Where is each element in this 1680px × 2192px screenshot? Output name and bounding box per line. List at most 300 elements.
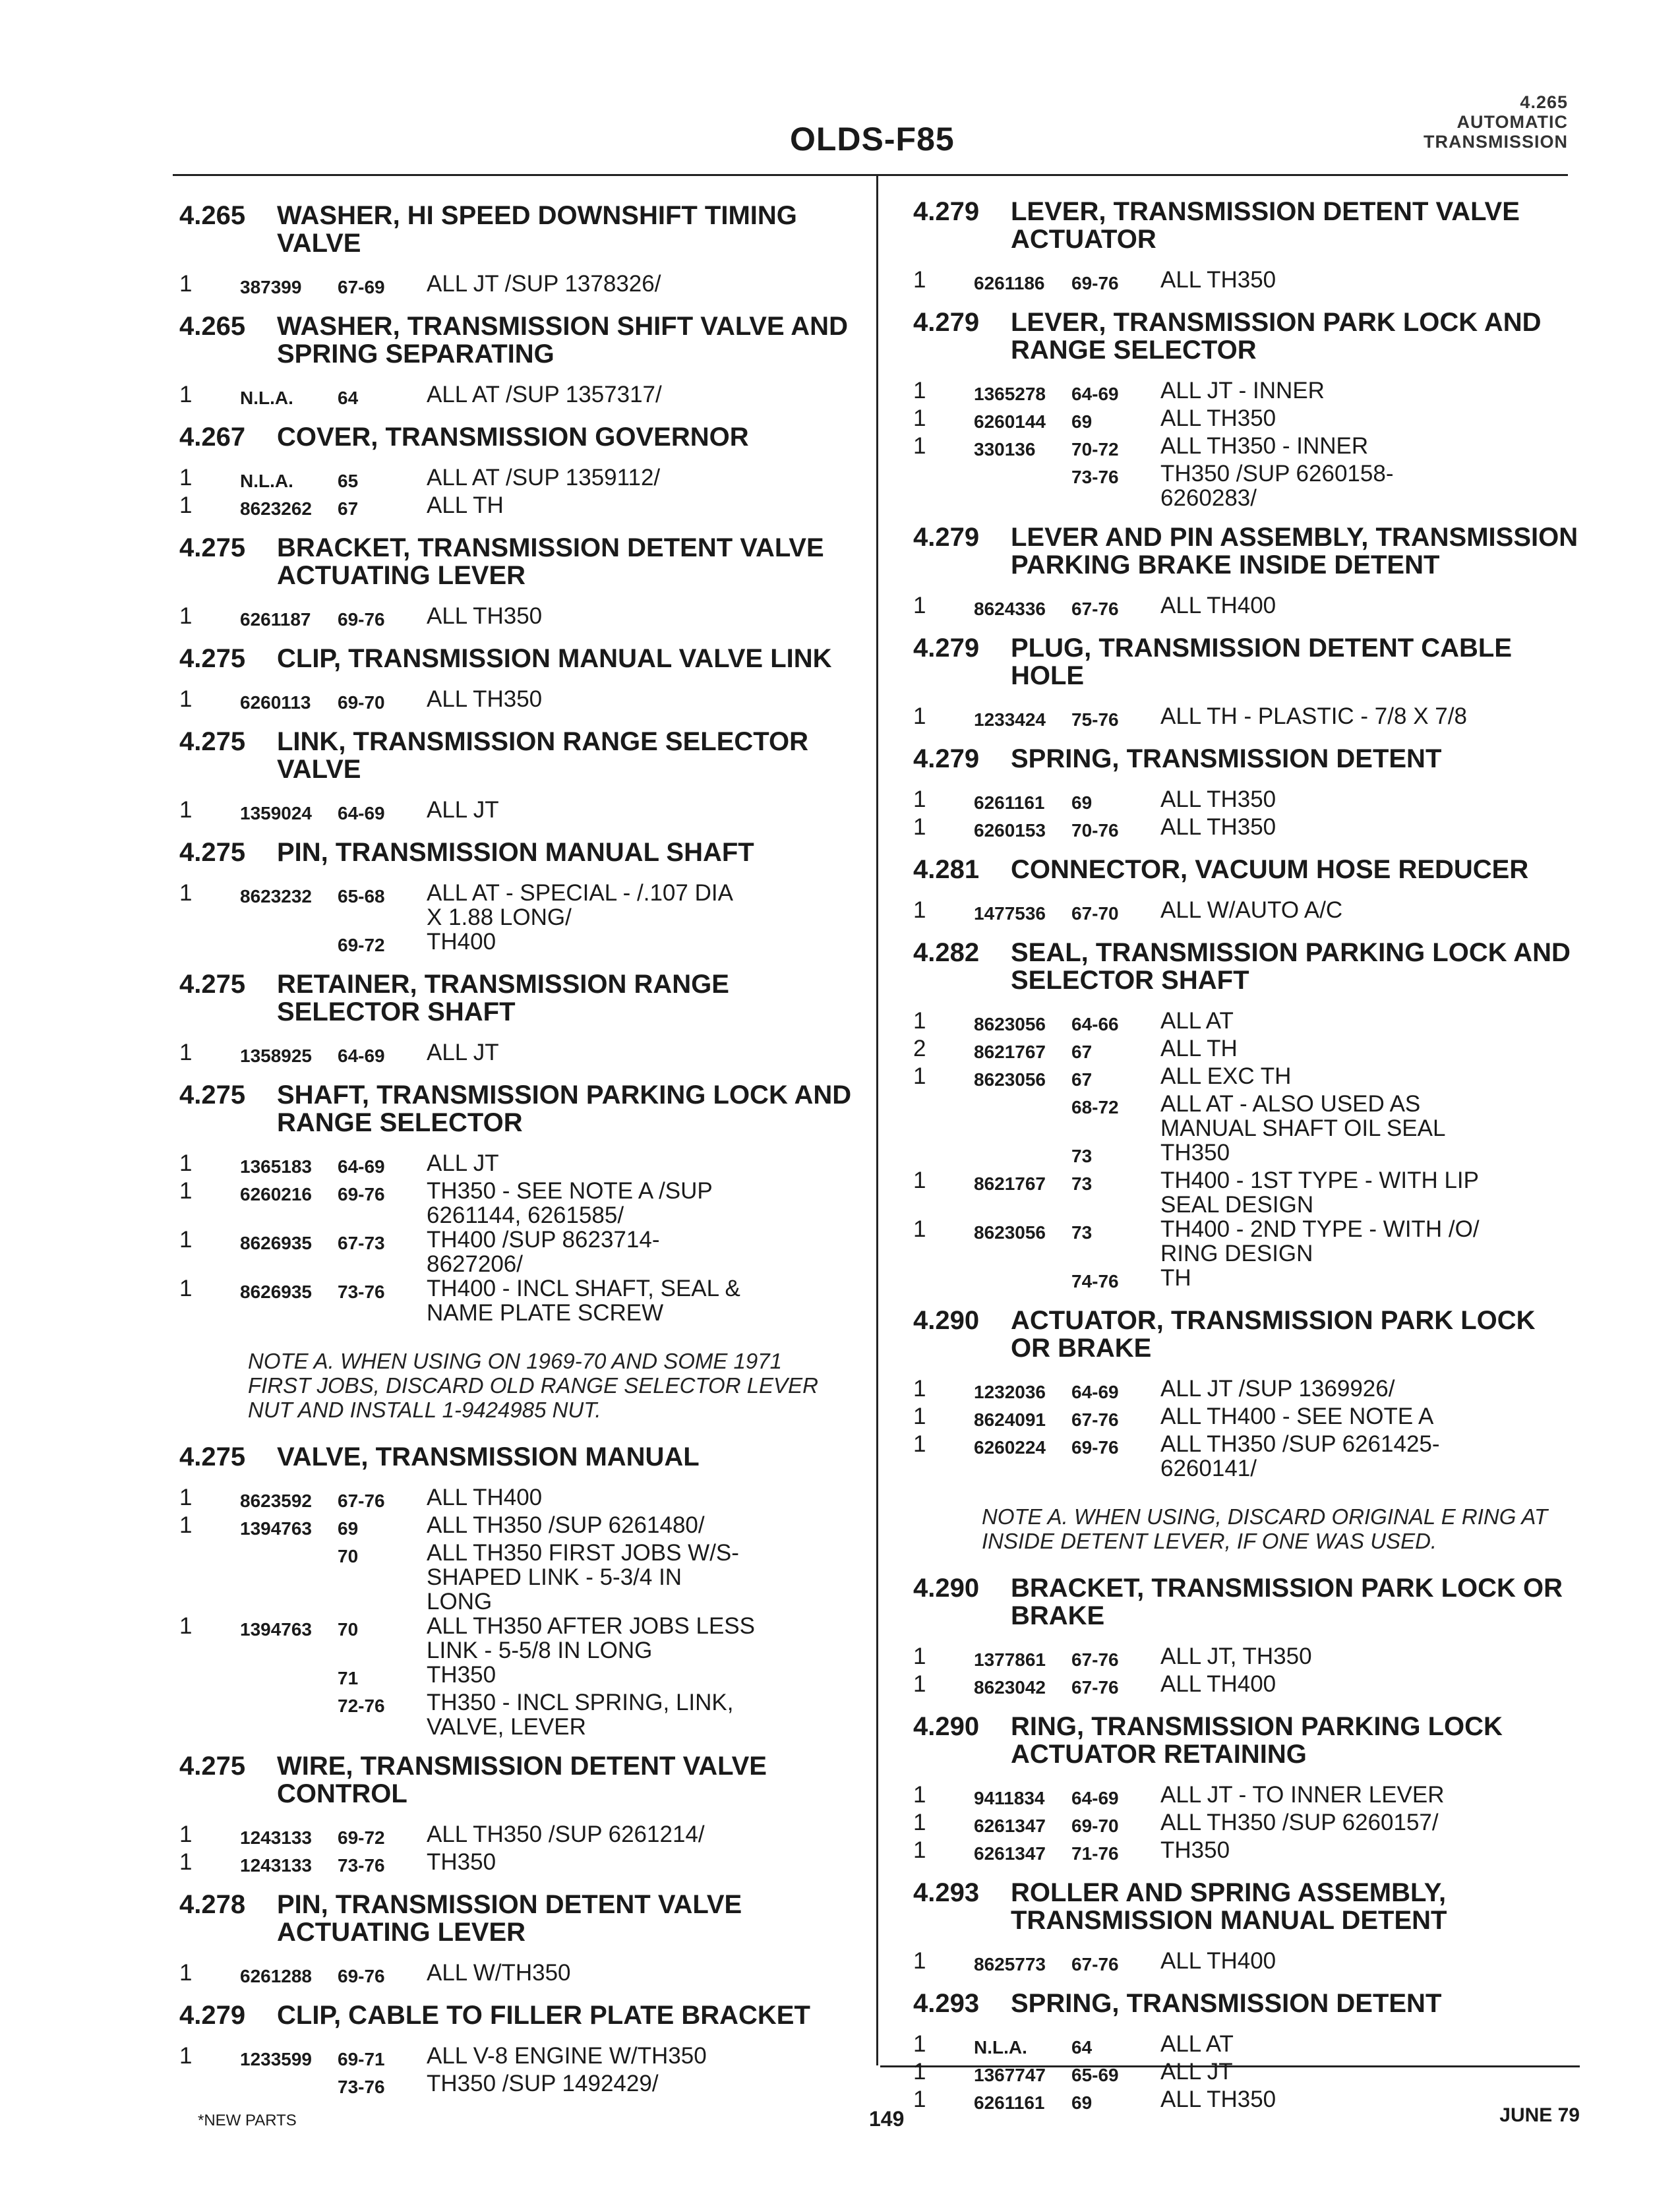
part-years: 69	[338, 1518, 359, 1539]
part-row	[913, 378, 1579, 406]
part-row	[913, 1810, 1579, 1838]
part-years: 73-76	[338, 1282, 385, 1302]
part-row	[913, 704, 1579, 732]
part-years: 65-69	[1071, 2065, 1119, 2085]
part-number: 1359024	[240, 803, 313, 823]
parts-list	[913, 1644, 1579, 1700]
part-years: 67-70	[1071, 903, 1119, 924]
section-number: 4.293	[913, 1989, 980, 2018]
part-description: ALL W/TH350	[427, 1960, 571, 1986]
part-description: TH400 /SUP 8623714- 8627206/	[427, 1227, 660, 1277]
part-description: TH350 /SUP 1492429/	[427, 2071, 659, 2096]
part-description: ALL TH400	[427, 1485, 543, 1510]
section-title: LEVER, TRANSMISSION PARK LOCK AND RANGE SELECTOR	[1011, 308, 1542, 365]
part-description: ALL TH350 /SUP 6261214/	[427, 1822, 705, 1847]
part-description: ALL JT	[427, 1150, 499, 1176]
part-quantity: 1	[179, 1150, 193, 1176]
part-description: ALL TH - PLASTIC - 7/8 X 7/8	[1160, 703, 1467, 729]
section-heading	[913, 856, 1579, 883]
part-description: ALL TH400 - SEE NOTE A	[1160, 1404, 1434, 1429]
part-description: TH400 - INCL SHAFT, SEAL & NAME PLATE SCREW	[427, 1276, 740, 1326]
part-description: TH400 - 1ST TYPE - WITH LIP SEAL DESIGN	[1160, 1168, 1479, 1218]
part-description: TH350	[427, 1849, 496, 1875]
part-description: ALL TH350 /SUP 6261425- 6260141/	[1160, 1431, 1440, 1481]
part-years: 64-69	[338, 1046, 385, 1066]
section-heading	[179, 2001, 868, 2029]
section-number: 4.279	[913, 197, 980, 226]
section-heading	[913, 523, 1579, 579]
part-description: TH350 - SEE NOTE A /SUP 6261144, 6261585/	[427, 1178, 713, 1228]
section-number: 4.275	[179, 727, 246, 756]
part-number	[240, 1663, 338, 1666]
part-quantity: 1	[913, 405, 926, 431]
part-row	[913, 461, 1579, 510]
parts-list	[179, 1485, 868, 1739]
section-title: RETAINER, TRANSMISSION RANGE SELECTOR SHAFT	[277, 970, 729, 1026]
section-note: NOTE A. WHEN USING ON 1969-70 AND SOME 1971 FIRST JOBS, DISCARD OLD RANGE SELECTOR LEVER NUT AND INSTALL 1-9424985 NUT.	[248, 1349, 818, 1422]
part-years: 69-70	[1071, 1816, 1119, 1836]
parts-section	[913, 1574, 1579, 1700]
section-number: 4.290	[913, 1306, 980, 1335]
section-number: 4.279	[913, 744, 980, 773]
section-title: WIRE, TRANSMISSION DETENT VALVE CONTROL	[277, 1752, 767, 1808]
part-years: 69	[1071, 2092, 1093, 2113]
right-column	[913, 198, 1579, 2128]
parts-section	[179, 2001, 868, 2099]
part-years: 69-76	[338, 609, 385, 630]
part-description: ALL AT - SPECIAL - /.107 DIA X 1.88 LONG/	[427, 880, 733, 930]
part-row	[179, 1541, 868, 1614]
section-title: WASHER, HI SPEED DOWNSHIFT TIMING VALVE	[277, 201, 797, 258]
footer-date: JUNE 79	[1499, 2104, 1580, 2126]
part-description: ALL AT - ALSO USED AS MANUAL SHAFT OIL SEAL	[1160, 1091, 1446, 1141]
parts-section	[913, 1307, 1579, 1553]
part-description: TH350	[427, 1662, 496, 1688]
part-years: 70	[338, 1619, 359, 1640]
section-heading	[913, 1713, 1579, 1768]
part-quantity: 1	[913, 1644, 926, 1669]
part-row	[913, 406, 1579, 434]
parts-list	[179, 1151, 868, 1325]
part-quantity: 1	[913, 1837, 926, 1863]
part-number: 6261347	[974, 1843, 1046, 1864]
part-number: 1377861	[974, 1649, 1046, 1670]
parts-list	[913, 1377, 1579, 1481]
part-number: 8623056	[974, 1222, 1046, 1243]
part-years: 69-72	[338, 1827, 385, 1848]
part-row	[913, 1092, 1579, 1140]
part-description: ALL AT /SUP 1357317/	[427, 382, 662, 407]
section-title: RING, TRANSMISSION PARKING LOCK ACTUATOR RETAINING	[1011, 1712, 1503, 1769]
part-number: 1233599	[240, 2049, 313, 2069]
part-years: 69-76	[1071, 273, 1119, 293]
section-title: SHAFT, TRANSMISSION PARKING LOCK AND RANGE SELECTOR	[277, 1081, 852, 1137]
corner-section-number: 4.265	[1520, 92, 1568, 112]
section-title: VALVE, TRANSMISSION MANUAL	[277, 1442, 700, 1471]
part-row	[913, 1168, 1579, 1217]
part-years: 69-70	[338, 692, 385, 713]
part-years: 74-76	[1071, 1271, 1119, 1291]
part-quantity: 1	[179, 2043, 193, 2069]
part-years: 64-69	[338, 1156, 385, 1177]
parts-list	[913, 378, 1579, 510]
part-years: 67	[1071, 1069, 1093, 1090]
part-description: ALL TH350	[1160, 267, 1276, 293]
part-number: 1232036	[974, 1382, 1046, 1402]
part-years: 67	[338, 498, 359, 519]
section-title: SEAL, TRANSMISSION PARKING LOCK AND SELECTOR SHAFT	[1011, 938, 1571, 995]
part-years: 68-72	[1071, 1097, 1119, 1117]
parts-list	[179, 687, 868, 715]
part-years: 65-68	[338, 886, 385, 906]
part-number: 8621767	[974, 1173, 1046, 1194]
section-note: NOTE A. WHEN USING, DISCARD ORIGINAL E RING AT INSIDE DETENT LEVER, IF ONE WAS USED.	[982, 1504, 1548, 1553]
parts-list	[913, 2032, 1579, 2115]
part-quantity: 1	[913, 2059, 926, 2085]
part-number: 6260216	[240, 1184, 313, 1204]
parts-section	[913, 198, 1579, 295]
parts-section	[913, 745, 1579, 843]
part-quantity: 1	[179, 1040, 193, 1065]
part-row	[913, 1217, 1579, 1266]
part-row	[913, 2032, 1579, 2059]
part-row	[179, 1179, 868, 1228]
part-years: 70-76	[1071, 820, 1119, 841]
part-row	[179, 493, 868, 521]
part-number: N.L.A.	[240, 388, 293, 408]
section-heading	[913, 198, 1579, 253]
section-title: CLIP, TRANSMISSION MANUAL VALVE LINK	[277, 644, 832, 673]
parts-section	[913, 309, 1579, 510]
section-number: 4.275	[179, 533, 246, 562]
section-heading	[913, 309, 1579, 364]
part-number: 6260144	[974, 411, 1046, 432]
part-quantity: 1	[913, 1063, 926, 1089]
part-description: ALL TH350	[1160, 405, 1276, 431]
section-number: 4.275	[179, 970, 246, 999]
part-number: 9411834	[974, 1788, 1045, 1808]
part-number: 1394763	[240, 1518, 313, 1539]
part-quantity: 1	[179, 465, 193, 490]
part-number: N.L.A.	[974, 2037, 1027, 2058]
part-description: TH350 /SUP 6260158- 6260283/	[1160, 461, 1394, 511]
part-number: 6261186	[974, 273, 1045, 293]
part-years: 71	[338, 1668, 359, 1688]
part-years: 67	[1071, 1042, 1093, 1062]
part-number: 8623592	[240, 1491, 313, 1511]
part-number: 8623042	[974, 1677, 1046, 1698]
parts-list	[179, 382, 868, 410]
part-row	[913, 1036, 1579, 1064]
part-years: 67-76	[1071, 1409, 1119, 1430]
parts-section	[913, 1713, 1579, 1866]
part-description: ALL TH400	[1160, 1671, 1276, 1697]
section-title: ROLLER AND SPRING ASSEMBLY, TRANSMISSION MANUAL DETENT	[1011, 1878, 1447, 1935]
part-number: N.L.A.	[240, 471, 293, 491]
section-number: 4.275	[179, 1081, 246, 1110]
section-heading	[179, 970, 868, 1026]
part-row	[179, 930, 868, 957]
part-row	[913, 1783, 1579, 1810]
part-description: ALL TH350	[427, 603, 543, 629]
section-heading	[913, 1307, 1579, 1362]
part-row	[179, 1276, 868, 1325]
section-title: CONNECTOR, VACUUM HOSE REDUCER	[1011, 855, 1529, 884]
parts-section	[179, 1081, 868, 1422]
part-number	[240, 930, 338, 933]
part-number	[240, 2071, 338, 2075]
part-row	[913, 1644, 1579, 1672]
parts-list	[913, 268, 1579, 295]
part-quantity: 1	[179, 880, 193, 906]
part-row	[179, 881, 868, 930]
part-quantity: 1	[913, 1810, 926, 1835]
parts-section	[913, 1990, 1579, 2115]
part-description: ALL AT /SUP 1359112/	[427, 465, 661, 490]
section-heading	[179, 1891, 868, 1946]
part-quantity: 1	[179, 1276, 193, 1301]
section-number: 4.265	[179, 201, 246, 230]
part-years: 69	[1071, 792, 1093, 813]
part-quantity: 1	[913, 378, 926, 403]
part-row	[179, 798, 868, 825]
section-title: LINK, TRANSMISSION RANGE SELECTOR VALVE	[277, 727, 808, 784]
section-heading	[913, 1990, 1579, 2017]
part-years: 67-73	[338, 1233, 385, 1253]
section-number: 4.279	[913, 308, 980, 337]
part-years: 69	[1071, 411, 1093, 432]
part-row	[179, 2044, 868, 2071]
part-row	[913, 898, 1579, 926]
parts-list	[179, 272, 868, 299]
part-years: 73	[1071, 1222, 1093, 1243]
part-quantity: 1	[913, 267, 926, 293]
parts-section	[179, 1891, 868, 1988]
part-row	[913, 268, 1579, 295]
section-number: 4.293	[913, 1878, 980, 1907]
part-quantity: 1	[179, 1960, 193, 1986]
part-quantity: 1	[913, 1404, 926, 1429]
part-number: 1233424	[974, 709, 1046, 730]
part-quantity: 1	[913, 814, 926, 840]
section-number: 4.275	[179, 838, 246, 867]
section-number: 4.275	[179, 1442, 246, 1471]
parts-section	[179, 1443, 868, 1739]
part-years: 73-76	[1071, 467, 1119, 487]
parts-section	[913, 634, 1579, 732]
part-years: 67-69	[338, 277, 385, 297]
part-years: 64-66	[1071, 1014, 1119, 1034]
part-description: TH	[1160, 1265, 1191, 1291]
section-title: ACTUATOR, TRANSMISSION PARK LOCK OR BRAKE	[1011, 1306, 1536, 1363]
part-row	[913, 1064, 1579, 1092]
top-divider	[173, 174, 1568, 176]
parts-section	[179, 423, 868, 521]
section-heading	[913, 1574, 1579, 1630]
part-years: 64	[338, 388, 359, 408]
part-description: ALL TH350	[1160, 2087, 1276, 2112]
parts-section	[913, 939, 1579, 1293]
section-title: CLIP, CABLE TO FILLER PLATE BRACKET	[277, 2001, 810, 2030]
part-row	[913, 1377, 1579, 1404]
part-quantity: 2	[913, 1036, 926, 1061]
section-title: PIN, TRANSMISSION MANUAL SHAFT	[277, 838, 754, 867]
part-number: 8623056	[974, 1069, 1046, 1090]
part-years: 69-71	[338, 2049, 385, 2069]
section-title: SPRING, TRANSMISSION DETENT	[1011, 744, 1442, 773]
part-number: 6261161	[974, 792, 1045, 813]
part-years: 64-69	[1071, 1788, 1119, 1808]
part-number: 8625773	[974, 1954, 1046, 1974]
section-heading	[179, 312, 868, 368]
parts-section	[179, 645, 868, 715]
part-description: ALL JT /SUP 1369926/	[1160, 1376, 1395, 1402]
part-quantity: 1	[179, 797, 193, 823]
parts-list	[179, 881, 868, 957]
part-quantity: 1	[913, 1782, 926, 1808]
part-years: 64-69	[338, 803, 385, 823]
part-number: 1394763	[240, 1619, 313, 1640]
part-quantity: 1	[179, 686, 193, 712]
part-years: 75-76	[1071, 709, 1119, 730]
parts-list	[179, 1822, 868, 1878]
part-years: 67-76	[1071, 599, 1119, 619]
parts-section	[179, 839, 868, 957]
part-quantity: 1	[913, 2031, 926, 2057]
part-description: ALL AT	[1160, 1008, 1234, 1034]
part-quantity: 1	[179, 1485, 193, 1510]
section-heading	[179, 728, 868, 783]
part-quantity: 1	[179, 1613, 193, 1639]
part-years: 73-76	[338, 1855, 385, 1876]
section-title: BRACKET, TRANSMISSION PARK LOCK OR BRAKE	[1011, 1574, 1563, 1630]
part-row	[913, 593, 1579, 621]
section-number: 4.282	[913, 938, 980, 967]
parts-list	[913, 898, 1579, 926]
part-quantity: 1	[179, 1178, 193, 1204]
part-quantity: 1	[913, 2087, 926, 2112]
part-row	[179, 1513, 868, 1541]
part-years: 72-76	[338, 1696, 385, 1716]
part-quantity: 1	[913, 1168, 926, 1193]
part-number: 1367747	[974, 2065, 1046, 2085]
parts-section	[179, 728, 868, 825]
part-description: TH400	[427, 929, 496, 955]
part-description: TH400 - 2ND TYPE - WITH /O/ RING DESIGN	[1160, 1216, 1480, 1266]
part-years: 67-76	[1071, 1649, 1119, 1670]
part-number	[974, 461, 1071, 465]
part-description: ALL EXC TH	[1160, 1063, 1292, 1089]
section-title: PLUG, TRANSMISSION DETENT CABLE HOLE	[1011, 634, 1513, 690]
part-quantity: 1	[179, 603, 193, 629]
parts-list	[179, 2044, 868, 2099]
part-row	[179, 382, 868, 410]
section-number: 4.267	[179, 423, 246, 452]
part-number	[974, 1092, 1071, 1095]
part-years: 67-76	[338, 1491, 385, 1511]
part-number: 1365278	[974, 384, 1046, 404]
footer-new-parts: *NEW PARTS	[198, 2112, 297, 2129]
part-description: ALL AT	[1160, 2031, 1234, 2057]
part-row	[913, 1266, 1579, 1293]
part-row	[179, 1850, 868, 1878]
part-years: 73	[1071, 1146, 1093, 1166]
part-description: ALL TH350	[1160, 814, 1276, 840]
part-row	[179, 687, 868, 715]
page-number: 149	[869, 2107, 905, 2131]
part-number: 8624336	[974, 599, 1046, 619]
part-row	[179, 1822, 868, 1850]
part-description: ALL TH350 AFTER JOBS LESS LINK - 5-5/8 IN LONG	[427, 1613, 755, 1663]
part-row	[179, 1614, 868, 1663]
part-row	[179, 1228, 868, 1276]
parts-section	[179, 534, 868, 632]
part-row	[913, 2087, 1579, 2115]
parts-list	[179, 1961, 868, 1988]
parts-list	[913, 593, 1579, 621]
part-row	[179, 272, 868, 299]
part-row	[913, 2059, 1579, 2087]
part-number: 8626935	[240, 1282, 313, 1302]
part-years: 64	[1071, 2037, 1093, 2058]
part-quantity: 1	[179, 492, 193, 518]
part-description: ALL TH	[1160, 1036, 1238, 1061]
part-number: 6260113	[240, 692, 311, 713]
parts-section	[913, 1879, 1579, 1976]
part-number: 8624091	[974, 1409, 1046, 1430]
section-heading	[179, 645, 868, 672]
corner-line-1: AUTOMATIC	[1456, 112, 1568, 132]
part-years: 69-76	[338, 1966, 385, 1986]
section-title: PIN, TRANSMISSION DETENT VALVE ACTUATING LEVER	[277, 1890, 742, 1947]
part-row	[179, 1961, 868, 1988]
part-quantity: 1	[179, 271, 193, 297]
section-corner-label	[1424, 92, 1568, 152]
parts-list	[913, 1009, 1579, 1293]
part-number: 330136	[974, 439, 1036, 459]
part-years: 70	[338, 1546, 359, 1566]
part-years: 69-72	[338, 935, 385, 955]
parts-section	[179, 312, 868, 410]
part-description: ALL TH	[427, 492, 504, 518]
part-row	[913, 1838, 1579, 1866]
part-years: 71-76	[1071, 1843, 1119, 1864]
section-number: 4.275	[179, 644, 246, 673]
part-quantity: 1	[179, 1822, 193, 1847]
parts-list	[179, 465, 868, 521]
part-description: ALL JT, TH350	[1160, 1644, 1312, 1669]
part-years: 64-69	[1071, 384, 1119, 404]
part-row	[913, 1009, 1579, 1036]
section-title: SPRING, TRANSMISSION DETENT	[1011, 1989, 1442, 2018]
section-heading	[179, 1752, 868, 1808]
part-number: 8621767	[974, 1042, 1046, 1062]
part-number: 6261161	[974, 2092, 1045, 2113]
parts-section	[913, 856, 1579, 926]
part-years: 73	[1071, 1173, 1093, 1194]
part-description: ALL TH350 /SUP 6261480/	[427, 1512, 705, 1538]
part-number: 1365183	[240, 1156, 313, 1177]
parts-section	[179, 1752, 868, 1878]
part-number: 8623262	[240, 498, 313, 519]
section-number: 4.281	[913, 855, 980, 884]
section-number: 4.275	[179, 1752, 246, 1781]
part-description: ALL JT	[1160, 2059, 1233, 2085]
part-description: ALL W/AUTO A/C	[1160, 897, 1343, 923]
part-quantity: 1	[179, 1227, 193, 1253]
part-number: 8623232	[240, 886, 313, 906]
section-number: 4.278	[179, 1890, 246, 1919]
